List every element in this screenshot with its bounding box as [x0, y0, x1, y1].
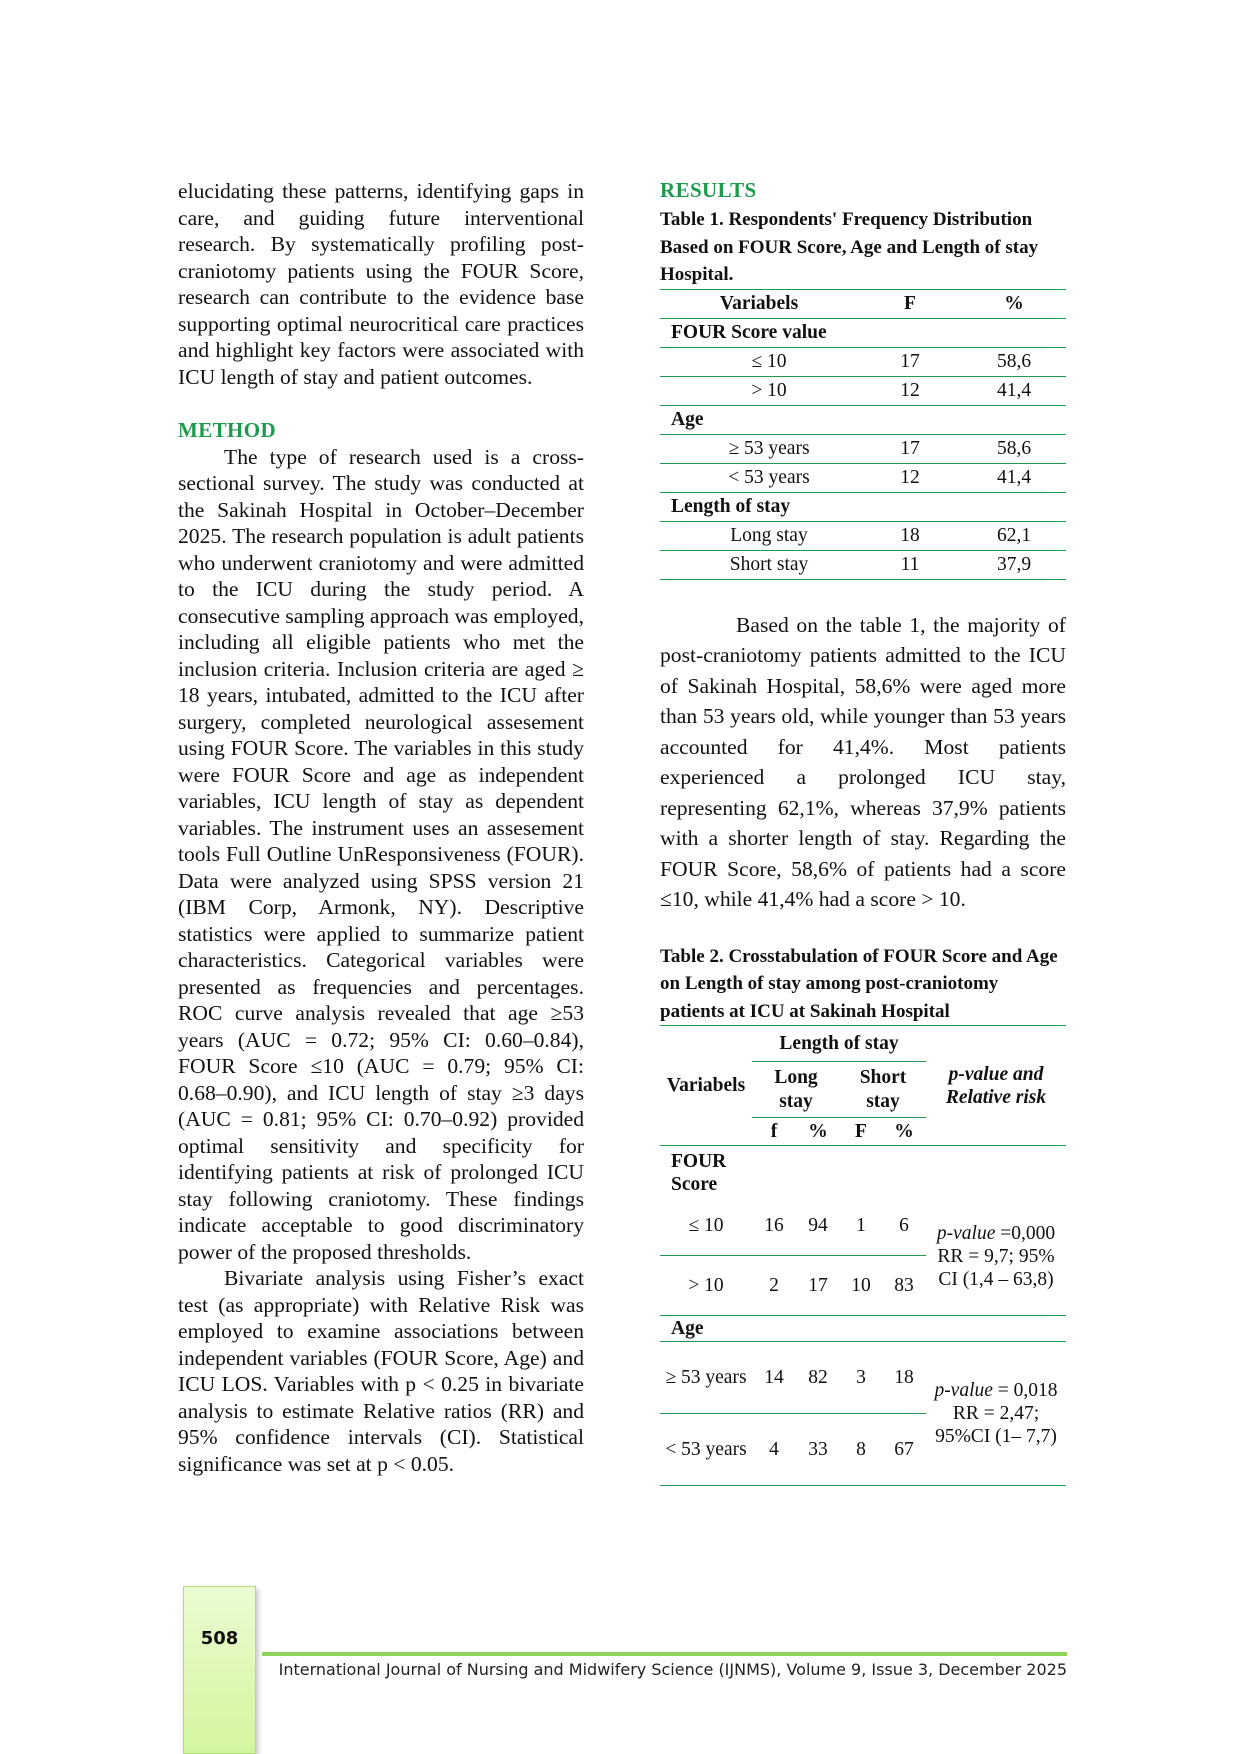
row-label: < 53 years	[660, 1414, 752, 1486]
table2-header-f2: F	[855, 1120, 867, 1142]
row-label: > 10	[660, 376, 858, 405]
table2-header-pvalue: p-value and Relative risk	[945, 1063, 1047, 1108]
row-f2: 8	[840, 1414, 882, 1486]
table-row	[660, 463, 1066, 492]
row-p1: 17	[796, 1256, 840, 1316]
table2-group-label: Age	[660, 1316, 752, 1342]
table-row	[660, 434, 1066, 463]
table2-header-f1: f	[770, 1120, 778, 1142]
row-label: > 10	[660, 1256, 752, 1316]
row-label: ≥ 53 years	[660, 1342, 752, 1414]
results-paragraph: Based on the table 1, the majority of post-craniotomy patients admitted to the ICU of Sakinah Hospital, 58,6% were aged more than 53 years old, while younger than 53 years accounted for 41,4%. Most patients experienced a prolonged ICU stay, representing 62,1%, whereas 37,9% patients with a shorter length of stay. Regarding the FOUR Score, 58,6% of patients had a score ≤10, while 41,4% had a score > 10.	[660, 612, 1066, 911]
row-f1: 14	[752, 1342, 796, 1414]
table2-stat-cell	[926, 1198, 1066, 1316]
page-number: 508	[200, 1628, 239, 1649]
table2-header-pct1: %	[808, 1120, 828, 1142]
table-row	[660, 521, 1066, 550]
table1-group-label: Length of stay	[660, 492, 1066, 521]
row-pct: 37,9	[962, 550, 1066, 579]
method-paragraph-1: The type of research used is a cross-sectional survey. The study was conducted at the Sakinah Hospital in October–December 2025. The research population is adult patients who underwent craniotomy and were admitted to the ICU during the study period. A consecutive sampling approach was employed, including all eligible patients who met the inclusion criteria. Inclusion criteria are aged ≥ 18 years, intubated, admitted to the ICU after surgery, completed neurological assesement using FOUR Score. The variables in this study were FOUR Score and age as independent variables, ICU length of stay as dependent variables. The instrument uses an assesement tools Full Outline UnResponsiveness (FOUR). Data were analyzed using SPSS version 21 (IBM Corp, Armonk, NY). Descriptive statistics were applied to summarize patient characteristics. Categorical variables were presented as frequencies and percentages. ROC curve analysis revealed that age ≥53 years (AUC = 0.72; 95% CI: 0.60–0.84), FOUR Score ≤10 (AUC = 0.79; 95% CI: 0.68–0.90), and ICU length of stay ≥3 days (AUC = 0.81; 95% CI: 0.70–0.92) provided optimal sensitivity and specificity for identifying patients at risk of prolonged ICU stay following craniotomy. These findings indicate acceptable to good discriminatory power of the proposed thresholds.	[178, 444, 584, 1264]
pvalue-label: p-value	[936, 1222, 996, 1244]
table2-header-long: Long stay	[752, 1062, 840, 1118]
table2	[660, 1025, 1066, 1486]
table1-header-row	[660, 289, 1066, 318]
row-label: ≥ 53 years	[660, 434, 858, 463]
row-p2: 6	[882, 1198, 926, 1256]
table2-header-pct2: %	[894, 1120, 914, 1142]
row-p1: 82	[796, 1342, 840, 1414]
row-pct: 58,6	[962, 434, 1066, 463]
table1-group-label: FOUR Score value	[660, 318, 1066, 347]
table2-header-short: Short stay	[840, 1062, 926, 1118]
table1-caption: Table 1. Respondents' Frequency Distribution Based on FOUR Score, Age and Length of stay Hospital.	[660, 209, 1039, 285]
page-number-box	[183, 1586, 256, 1754]
table-row	[660, 550, 1066, 579]
row-f: 18	[858, 521, 962, 550]
row-p1: 33	[796, 1414, 840, 1486]
table1	[660, 289, 1066, 580]
left-column	[178, 178, 584, 1477]
table-row	[660, 376, 1066, 405]
table1-header-f: F	[858, 289, 962, 318]
row-p2: 18	[882, 1342, 926, 1414]
journal-footer: International Journal of Nursing and Midwifery Science (IJNMS), Volume 9, Issue 3, December 2025	[278, 1660, 1067, 1679]
row-p1: 94	[796, 1198, 840, 1256]
intro-paragraph: elucidating these patterns, identifying gaps in care, and guiding future interventional research. By systematically profiling post-craniotomy patients using the FOUR Score, research can contribute to the evidence base supporting optimal neurocritical care practices and highlight key factors were associated with ICU length of stay and patient outcomes.	[178, 179, 584, 389]
method-heading: METHOD	[178, 418, 277, 442]
right-column	[660, 178, 1066, 1486]
row-pct: 62,1	[962, 521, 1066, 550]
row-label: ≤ 10	[660, 1198, 752, 1256]
table2-header-los: Length of stay	[752, 1026, 926, 1062]
table2-caption: Table 2. Crosstabulation of FOUR Score and Age on Length of stay among post-craniotomy patients at ICU at Sakinah Hospital	[660, 945, 1058, 1022]
table1-group-row	[660, 492, 1066, 521]
row-f2: 1	[840, 1198, 882, 1256]
row-p2: 67	[882, 1414, 926, 1486]
results-heading: RESULTS	[660, 178, 757, 202]
row-pct: 41,4	[962, 463, 1066, 492]
row-pct: 58,6	[962, 347, 1066, 376]
row-pct: 41,4	[962, 376, 1066, 405]
row-f1: 2	[752, 1256, 796, 1316]
table2-group-label: FOUR Score	[671, 1151, 727, 1195]
table-row	[660, 347, 1066, 376]
stat-text: = 0,018 RR = 2,47; 95%CI (1– 7,7)	[935, 1380, 1058, 1447]
table2-stat-cell	[926, 1342, 1066, 1486]
row-label: < 53 years	[660, 463, 858, 492]
table1-group-row	[660, 405, 1066, 434]
row-f: 11	[858, 550, 962, 579]
row-f1: 4	[752, 1414, 796, 1486]
pvalue-label: p-value	[934, 1380, 993, 1401]
table1-group-row	[660, 318, 1066, 347]
row-label: Short stay	[660, 550, 858, 579]
row-p2: 83	[882, 1256, 926, 1316]
table2-header-variabels: Variabels	[666, 1074, 746, 1096]
method-paragraph-2: Bivariate analysis using Fisher’s exact test (as appropriate) with Relative Risk was employed to examine associations between independent variables (FOUR Score, Age) and ICU LOS. Variables with p < 0.25 in bivariate analysis to estimate Relative ratios (RR) and 95% confidence intervals (CI). Statistical significance was set at p < 0.05.	[178, 1266, 584, 1476]
row-f: 17	[858, 347, 962, 376]
footer-rule	[262, 1652, 1067, 1656]
table1-group-label: Age	[660, 405, 1066, 434]
stat-text: =0,000 RR = 9,7; 95% CI (1,4 – 63,8)	[937, 1222, 1056, 1290]
row-f: 12	[858, 376, 962, 405]
table1-header-variabels: Variabels	[660, 289, 858, 318]
row-f2: 10	[840, 1256, 882, 1316]
row-f: 17	[858, 434, 962, 463]
row-f2: 3	[840, 1342, 882, 1414]
row-f: 12	[858, 463, 962, 492]
row-label: ≤ 10	[660, 347, 858, 376]
row-label: Long stay	[660, 521, 858, 550]
row-f1: 16	[752, 1198, 796, 1256]
table1-header-pct: %	[962, 289, 1066, 318]
